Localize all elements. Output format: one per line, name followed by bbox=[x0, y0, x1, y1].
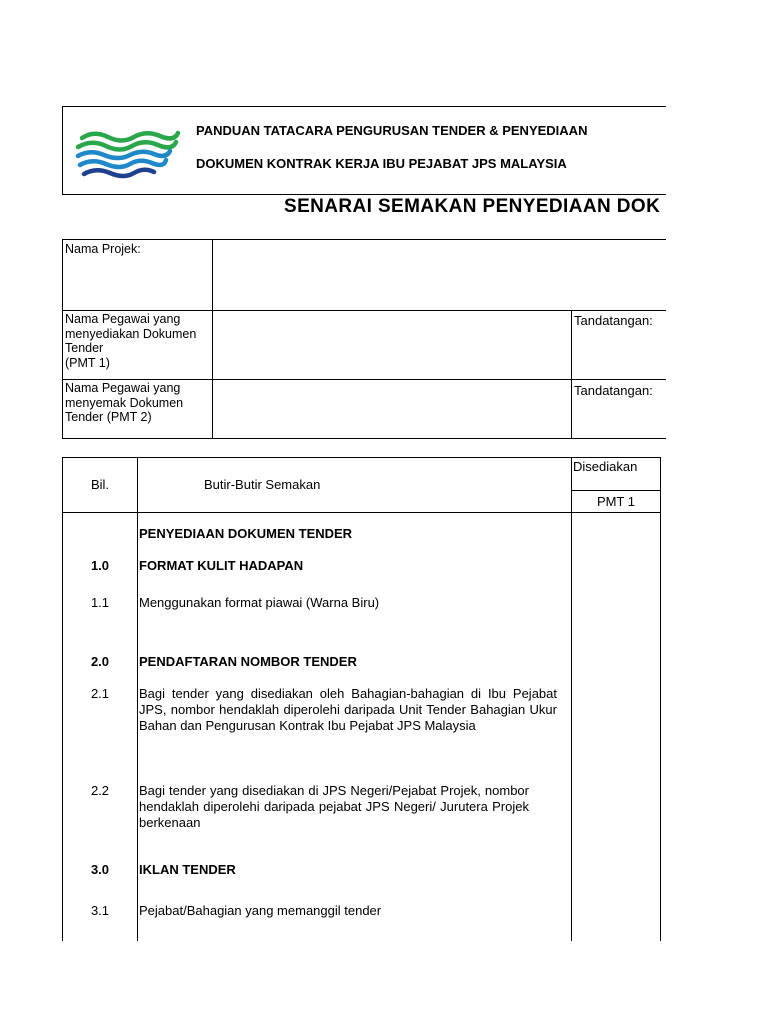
col-butir-header: Butir-Butir Semakan bbox=[204, 477, 321, 492]
pmt2-officer-label bbox=[65, 381, 183, 425]
col-pmt1-header: PMT 1 bbox=[596, 494, 636, 509]
row-text: FORMAT KULIT HADAPAN bbox=[139, 558, 304, 573]
pmt2-signature-label: Tandatangan: bbox=[574, 383, 653, 398]
jps-logo-icon bbox=[74, 126, 182, 184]
pmt2-label-line: Tender (PMT 2) bbox=[65, 410, 152, 424]
pmt1-label-line: Nama Pegawai yang bbox=[65, 312, 181, 326]
pmt1-label-line: menyediakan Dokumen bbox=[65, 326, 197, 341]
page-title: SENARAI SEMAKAN PENYEDIAAN DOK bbox=[284, 196, 661, 217]
row-bil: 1.1 bbox=[90, 595, 110, 610]
row-text: Bagi tender yang disediakan di JPS Negeri/Pejabat Projek, nombor hendaklah diperolehi daripada pejabat JPS Negeri/ Jurutera Projek berkenaan bbox=[139, 783, 529, 830]
row-text: Menggunakan format piawai (Warna Biru) bbox=[139, 595, 380, 610]
pmt2-label-line: Nama Pegawai yang bbox=[65, 381, 181, 395]
row-bil: 3.1 bbox=[90, 903, 110, 918]
pmt1-label-line: Tender bbox=[65, 341, 104, 355]
row-text: PENDAFTARAN NOMBOR TENDER bbox=[139, 654, 357, 669]
pmt1-officer-label bbox=[65, 312, 196, 370]
col-bil-header: Bil. bbox=[90, 477, 110, 492]
header-line-2: DOKUMEN KONTRAK KERJA IBU PEJABAT JPS MALAYSIA bbox=[196, 156, 567, 171]
row-text: IKLAN TENDER bbox=[139, 862, 236, 877]
row-bil: 2.1 bbox=[90, 686, 110, 701]
row-bil: 2.2 bbox=[90, 783, 110, 798]
pmt2-label-line: menyemak Dokumen bbox=[65, 395, 184, 410]
row-bil: 3.0 bbox=[90, 862, 110, 877]
pmt1-label-line: (PMT 1) bbox=[65, 355, 110, 370]
section-title: PENYEDIAAN DOKUMEN TENDER bbox=[139, 526, 353, 541]
row-bil: 2.0 bbox=[90, 654, 110, 669]
nama-projek-label: Nama Projek: bbox=[65, 242, 141, 256]
col-disediakan-header: Disediakan bbox=[573, 459, 638, 474]
row-text: Pejabat/Bahagian yang memanggil tender bbox=[139, 903, 382, 918]
row-bil: 1.0 bbox=[90, 558, 110, 573]
header-line-1: PANDUAN TATACARA PENGURUSAN TENDER & PENYEDIAAN bbox=[196, 123, 588, 138]
pmt1-signature-label: Tandatangan: bbox=[574, 313, 653, 328]
row-text: Bagi tender yang disediakan oleh Bahagian-bahagian di Ibu Pejabat JPS, nombor hendaklah diperolehi daripada Unit Tender Bahagian Ukur Bahan dan Pengurusan Kontrak Ibu Pejabat JPS Malaysia bbox=[139, 686, 557, 733]
